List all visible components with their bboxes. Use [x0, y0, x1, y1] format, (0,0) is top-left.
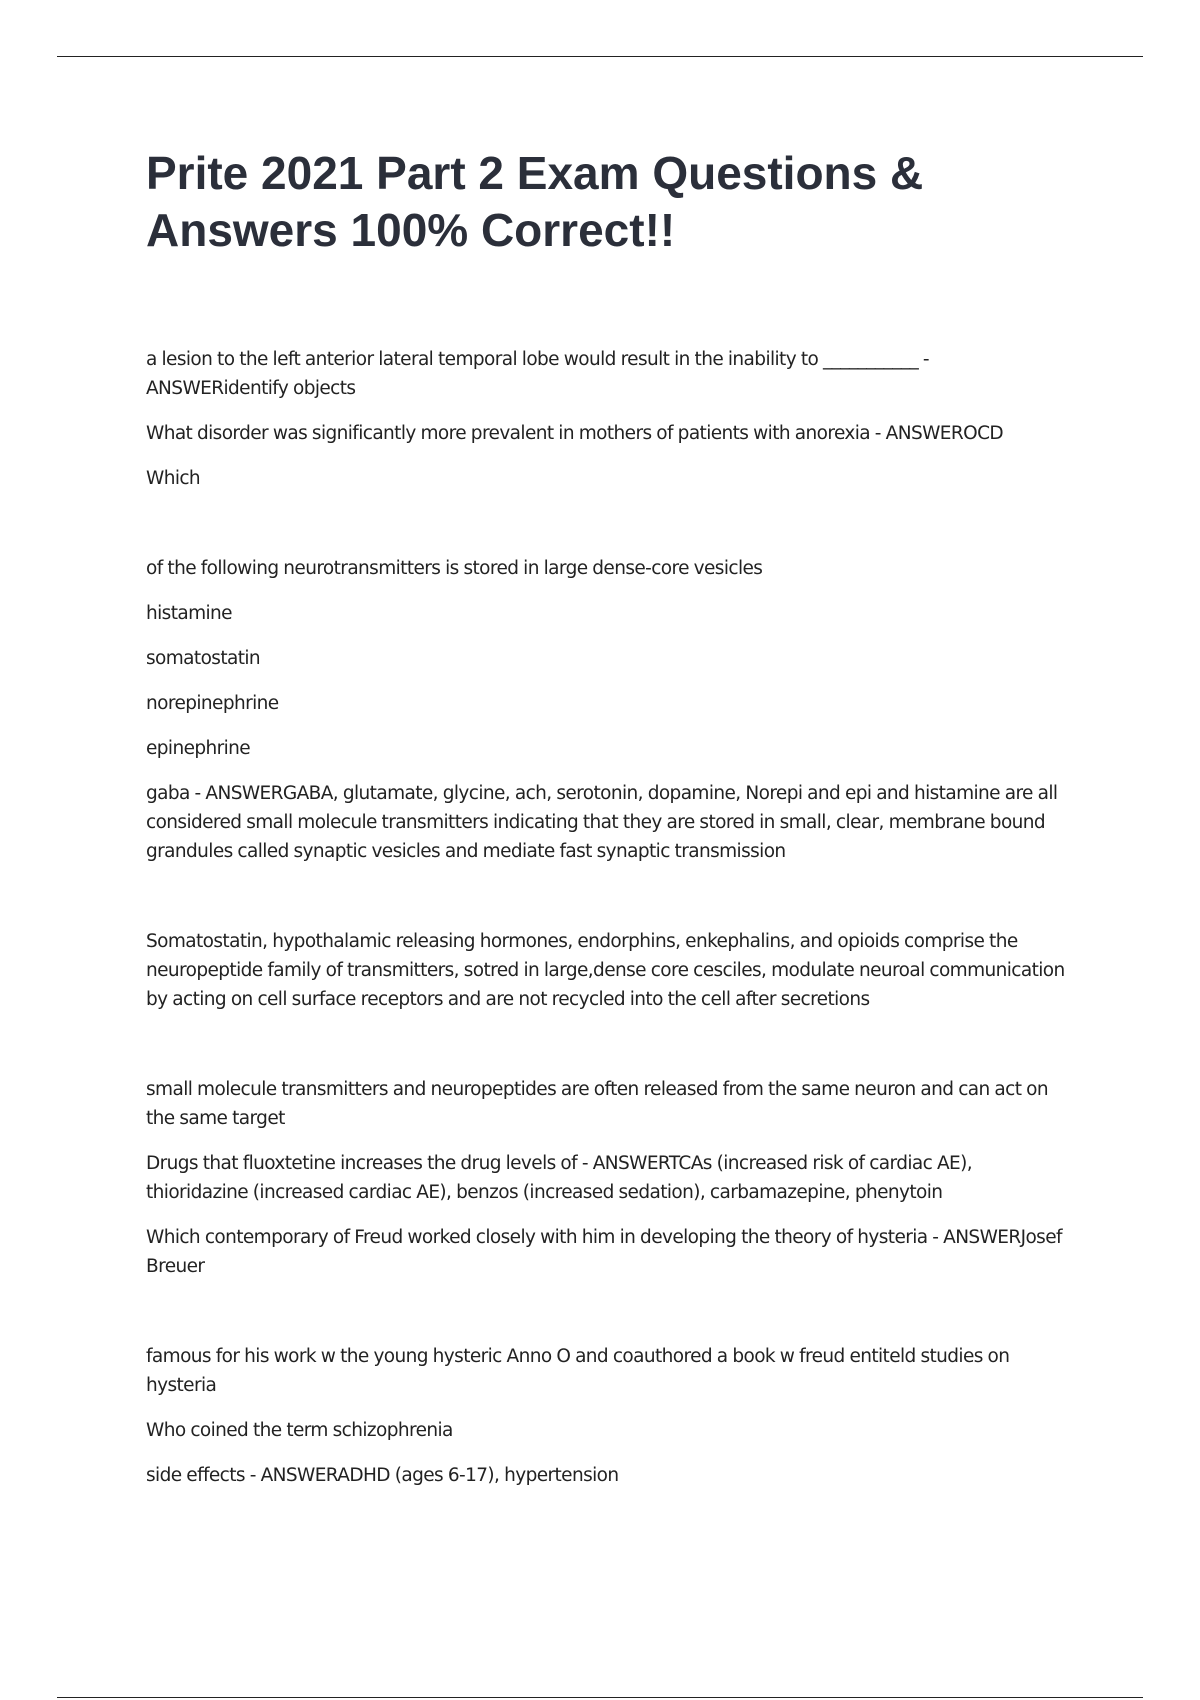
- paragraph: small molecule transmitters and neuropeptides are often released from the same neuron and can act on the same target: [146, 1079, 1048, 1129]
- paragraph: of the following neurotransmitters is stored in large dense-core vesicles: [146, 558, 763, 579]
- paragraph: What disorder was significantly more prevalent in mothers of patients with anorexia - ANSWEROCD: [146, 423, 1004, 444]
- paragraph: Drugs that fluoxtetine increases the drug levels of - ANSWERTCAs (increased risk of cardiac AE), thioridazine (increased cardiac AE), benzos (increased sedation), carbamazepine, phenytoin: [146, 1153, 973, 1203]
- header-rule: [57, 56, 1143, 57]
- paragraph: side effects - ANSWERADHD (ages 6-17), hypertension: [146, 1465, 619, 1486]
- paragraph: histamine: [146, 603, 232, 624]
- paragraph: gaba - ANSWERGABA, glutamate, glycine, ach, serotonin, dopamine, Norepi and epi and histamine are all considered small molecule transmitters indicating that they are stored in small, clear, membrane bound grandules called synaptic vesicles and mediate fast synaptic transmission: [146, 783, 1058, 862]
- paragraph: Somatostatin, hypothalamic releasing hormones, endorphins, enkephalins, and opioids comprise the neuropeptide family of transmitters, sotred in large,dense core cesciles, modulate neuroal communication by acting on cell surface receptors and are not recycled into the cell after secretions: [146, 931, 1065, 1010]
- paragraph: Which contemporary of Freud worked closely with him in developing the theory of hysteria - ANSWERJosef Breuer: [146, 1227, 1062, 1277]
- paragraph: a lesion to the left anterior lateral temporal lobe would result in the inability to ___________ - ANSWERidentify objects: [146, 349, 929, 399]
- document-body: [146, 345, 1071, 1506]
- paragraph: norepinephrine: [146, 693, 279, 714]
- paragraph: famous for his work w the young hysteric Anno O and coauthored a book w freud entiteld studies on hysteria: [146, 1346, 1010, 1396]
- paragraph: Who coined the term schizophrenia: [146, 1420, 453, 1441]
- paragraph: epinephrine: [146, 738, 251, 759]
- footer-rule: [57, 1697, 1143, 1698]
- document-title: Prite 2021 Part 2 Exam Questions & Answers 100% Correct!!: [146, 147, 924, 256]
- paragraph: Which: [146, 468, 201, 489]
- paragraph: somatostatin: [146, 648, 261, 669]
